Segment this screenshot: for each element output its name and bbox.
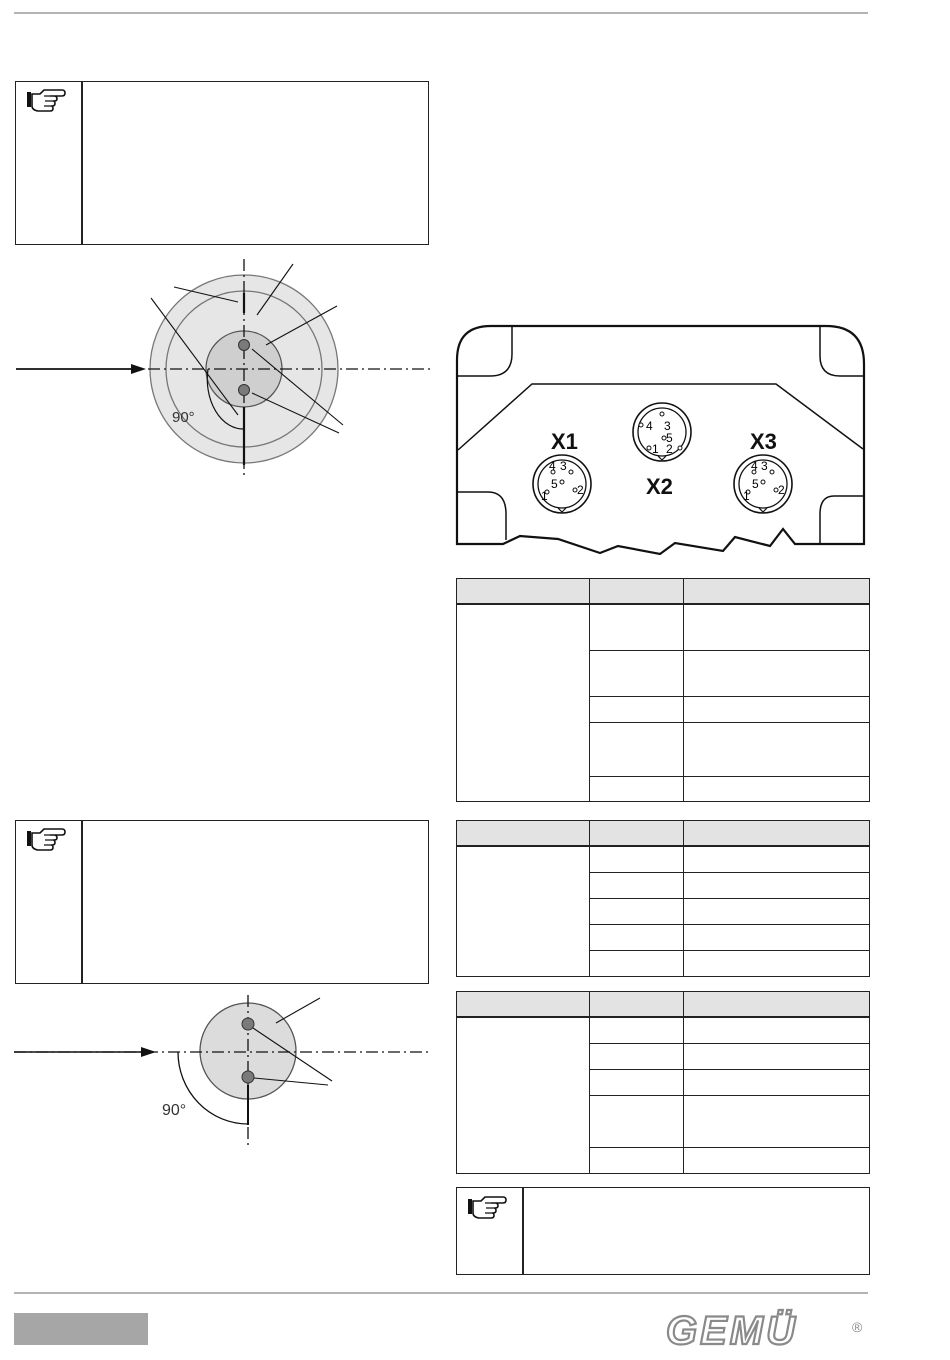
table-cell (590, 776, 684, 801)
table-cell (684, 1017, 870, 1043)
x2-pin-2: 2 (666, 442, 673, 456)
pin-table-2 (456, 820, 870, 977)
table-cell (684, 872, 870, 898)
x2-pin-3: 3 (664, 419, 671, 433)
table-cell (684, 650, 870, 696)
pointing-hand-icon (467, 1195, 507, 1221)
x3-pin-3: 3 (761, 459, 768, 473)
table-cell (684, 604, 870, 650)
alignment-diagram-2 (0, 993, 440, 1153)
table-cell (590, 650, 684, 696)
table-cell (590, 924, 684, 950)
table-header-cell (457, 821, 590, 847)
table-header-cell (457, 992, 590, 1018)
table-header-cell (684, 821, 870, 847)
logo-text: GEMÜ (666, 1309, 798, 1353)
x2-label: X2 (646, 474, 673, 499)
table-cell (590, 1095, 684, 1147)
note-box-middle (15, 820, 429, 984)
pin-table-1 (456, 578, 870, 802)
table-cell (590, 872, 684, 898)
table-cell (590, 898, 684, 924)
angle-label-2: 90° (162, 1102, 187, 1119)
table-cell (684, 846, 870, 872)
contact-top (242, 1018, 254, 1030)
x1-pin-5: 5 (551, 477, 558, 491)
x2-pin-1: 1 (652, 442, 659, 456)
pointing-hand-icon (26, 88, 66, 114)
table-cell (684, 898, 870, 924)
table-cell (590, 950, 684, 976)
table-row (457, 846, 590, 976)
bottom-rule (14, 1292, 868, 1294)
table-cell (590, 1147, 684, 1173)
table-cell (590, 604, 684, 650)
alignment-diagram-1 (0, 255, 440, 480)
x2-pin-4: 4 (646, 419, 653, 433)
x3-pin-5: 5 (752, 477, 759, 491)
table-header-cell (590, 579, 684, 605)
table-cell (684, 1043, 870, 1069)
table-cell (590, 846, 684, 872)
table-header-cell (684, 992, 870, 1018)
x3-pin-1: 1 (743, 489, 750, 503)
table-header-cell (590, 992, 684, 1018)
gemu-logo (666, 1308, 872, 1353)
connector-x2 (633, 403, 691, 461)
connector-housing-diagram (450, 318, 880, 560)
note-box-top (15, 81, 429, 245)
logo-registered-mark: ® (852, 1319, 863, 1335)
contact-bottom (242, 1071, 254, 1083)
table-cell (684, 1147, 870, 1173)
note-box-bottom (456, 1187, 870, 1275)
table-header-cell (457, 579, 590, 605)
table-header-cell (684, 579, 870, 605)
x2-pin-5: 5 (666, 431, 673, 445)
x3-pin-4: 4 (751, 459, 758, 473)
top-rule (14, 12, 868, 14)
table-cell (590, 1069, 684, 1095)
table-cell (590, 1017, 684, 1043)
x1-pin-3: 3 (560, 459, 567, 473)
x1-pin-2: 2 (577, 483, 584, 497)
contact-bottom (239, 385, 250, 396)
table-cell (590, 696, 684, 722)
pin-table-3 (456, 991, 870, 1174)
table-cell (684, 1069, 870, 1095)
table-cell (684, 696, 870, 722)
x1-label: X1 (551, 429, 578, 454)
table-row (457, 1017, 590, 1173)
table-cell (590, 722, 684, 776)
table-cell (684, 1095, 870, 1147)
x1-pin-1: 1 (541, 489, 548, 503)
table-header-cell (590, 821, 684, 847)
table-cell (684, 924, 870, 950)
table-cell (684, 776, 870, 801)
table-row (457, 604, 590, 801)
table-cell (684, 950, 870, 976)
table-cell (590, 1043, 684, 1069)
page-number-bar (14, 1313, 148, 1345)
pointing-hand-icon (26, 827, 66, 853)
x1-pin-4: 4 (549, 459, 556, 473)
x3-pin-2: 2 (778, 483, 785, 497)
table-cell (684, 722, 870, 776)
angle-label-1: 90° (172, 409, 195, 426)
contact-top (239, 340, 250, 351)
x3-label: X3 (750, 429, 777, 454)
